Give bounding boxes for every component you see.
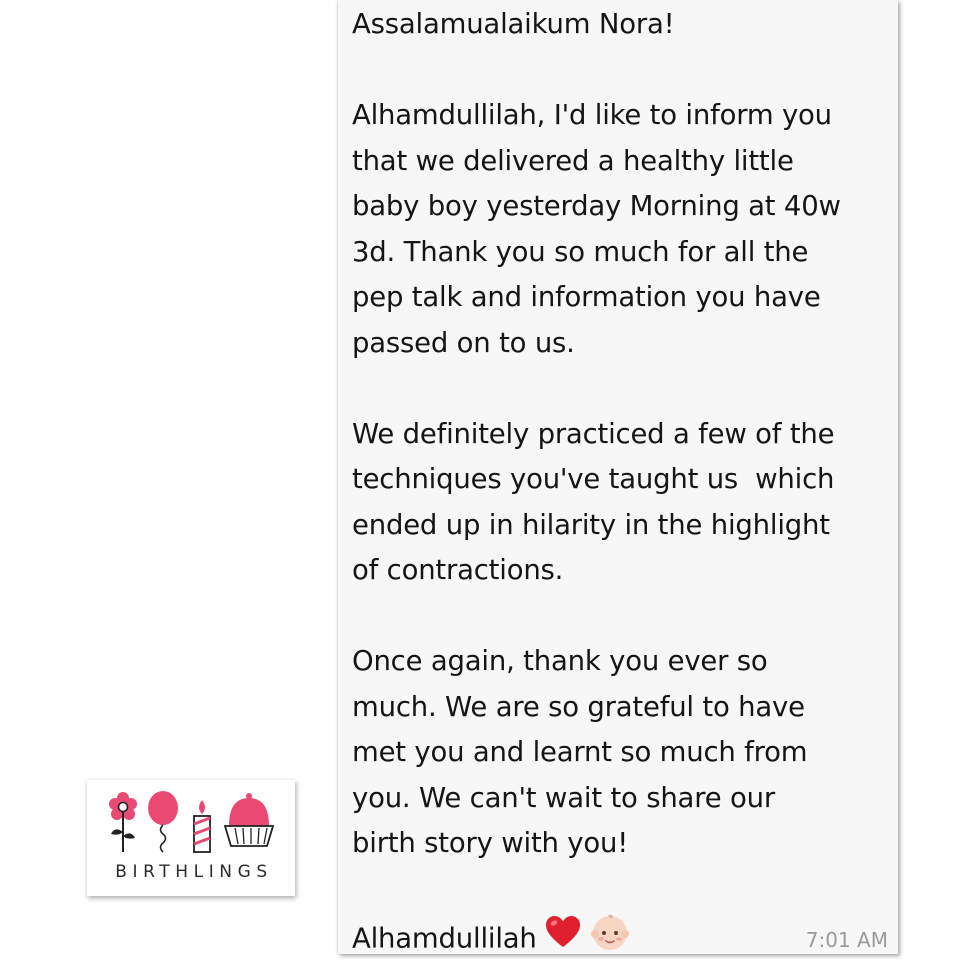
cupcake-icon [225,793,273,846]
logo-icons [101,790,277,858]
message-greeting: Assalamualaikum Nora! [352,8,675,40]
message-line: much. We are so grateful to have [352,690,805,723]
message-line: passed on to us. [352,326,575,359]
message-line: We definitely practiced a few of the [352,417,835,450]
flower-icon [109,792,137,852]
balloon-icon [148,791,178,852]
message-line: baby boy yesterday Morning at 40w [352,190,841,222]
message-timestamp: 7:01 AM [805,928,888,952]
message-line: 3d. Thank you so much for all the [352,235,809,268]
message-line: of contractions. [352,554,564,586]
message-line: birth story with you! [352,827,629,859]
logo-wordmark: BIRTHLINGS [115,862,273,882]
birthlings-logo [87,780,295,896]
heart-icon [545,915,581,964]
message-line: that we delivered a healthy little [352,144,794,177]
message-line: you. We can't wait to share our [352,781,775,814]
candle-icon [194,800,210,852]
message-line: pep talk and information you have [352,281,821,313]
message-line: Alhamdullilah, I'd like to inform you [352,99,832,131]
message-closing: Alhamdullilah [352,922,537,955]
message-line: Once again, thank you ever so [352,645,768,677]
message-text [352,2,892,967]
message-line: ended up in hilarity in the highlight [352,508,830,541]
message-bubble[interactable] [338,0,898,954]
baby-icon [590,912,630,967]
message-line: met you and learnt so much from [352,736,808,768]
message-line: techniques you've taught us which [352,463,835,495]
